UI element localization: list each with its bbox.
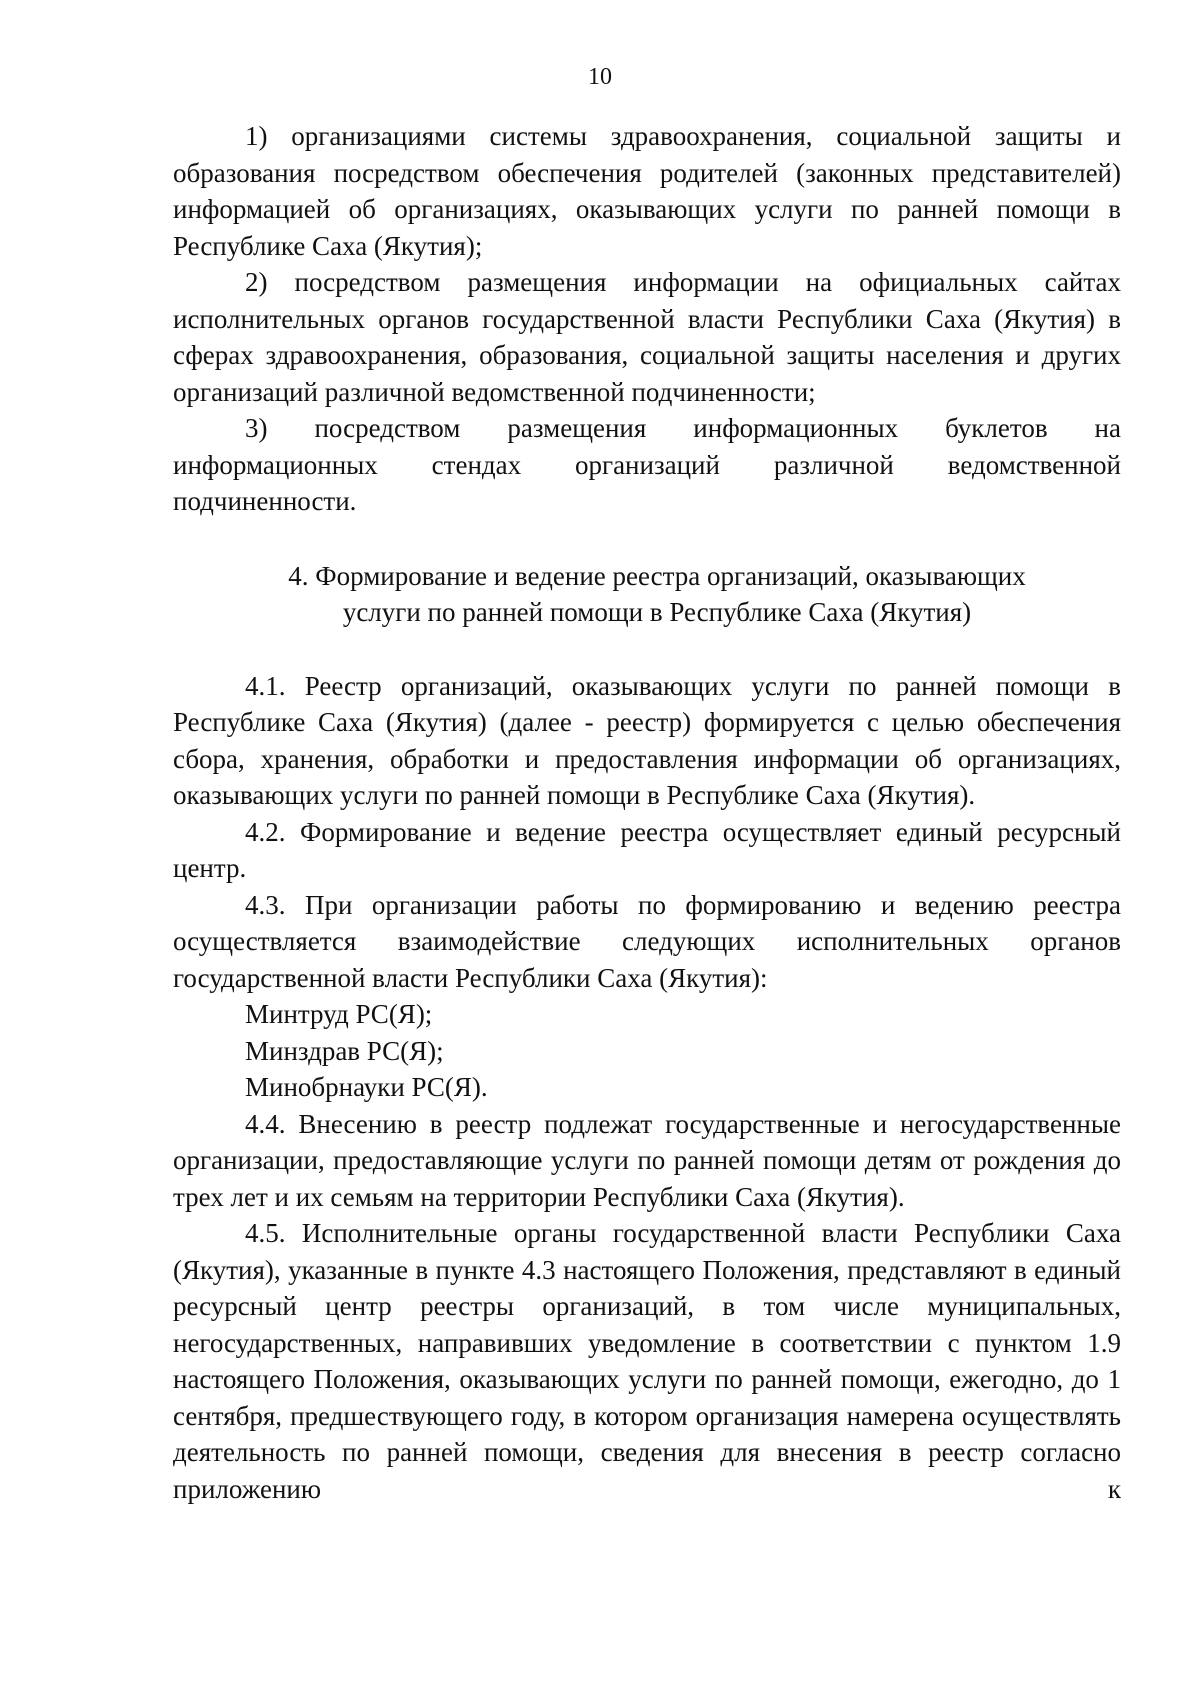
- section-heading-line-2: услуги по ранней помощи в Республике Саха (Якутия): [342, 597, 972, 627]
- list-item-mintrud: Минтруд РС(Я);: [245, 999, 433, 1029]
- section-heading: [173, 558, 1121, 631]
- document-body: [173, 118, 1121, 1507]
- paragraph-4-4: 4.4. Внесению в реестр подлежат государственные и негосударственные организации, предоставляющие услуги по ранней помощи детям от рождения до трех лет и их семьям на территории Республики Саха (Якутия).: [173, 1108, 1121, 1212]
- list-item-minzdrav: Минздрав РС(Я);: [245, 1035, 444, 1066]
- paragraph-item-1: 1) организациями системы здравоохранения, социальной защиты и образования посредством обеспечения родителей (законных представителей) информацией об организациях, оказывающих услуги по ранней помощи в Республике Саха (Якутия);: [173, 121, 1121, 261]
- paragraph-4-5: 4.5. Исполнительные органы государственной власти Республики Саха (Якутия), указанные в пункте 4.3 настоящего Положения, представляют в единый ресурсный центр реестры организаций, в том числе муниципальных, негосударственных, направивших уведомление в соответствии с пунктом 1.9 настоящего Положения, оказывающих услуги по ранней помощи, ежегодно, до 1 сентября, предшествующего году, в котором организация намерена осуществлять деятельность по ранней помощи, сведения для внесения в реестр согласно приложению к: [173, 1218, 1121, 1504]
- paragraph-4-1: 4.1. Реестр организаций, оказывающих услуги по ранней помощи в Республике Саха (Якутия) (далее - реестр) формируется с целью обеспечения сбора, хранения, обработки и предоставления информации об организациях, оказывающих услуги по ранней помощи в Республике Саха (Якутия).: [173, 670, 1121, 810]
- section-heading-line-1: 4. Формирование и ведение реестра организаций, оказывающих: [288, 560, 1026, 591]
- list-item-minobrnauki: Минобрнауки РС(Я).: [245, 1072, 488, 1102]
- paragraph-4-3: 4.3. При организации работы по формированию и ведению реестра осуществляется взаимодействие следующих исполнительных органов государственной власти Республики Саха (Якутия):: [173, 889, 1121, 993]
- paragraph-item-3: 3) посредством размещения информационных буклетов на информационных стендах организаций различной ведомственной подчиненности.: [173, 413, 1121, 516]
- page-number: 10: [588, 64, 612, 90]
- paragraph-4-2: 4.2. Формирование и ведение реестра осуществляет единый ресурсный центр.: [173, 816, 1121, 883]
- paragraph-item-2: 2) посредством размещения информации на официальных сайтах исполнительных органов государственной власти Республики Саха (Якутия) в сферах здравоохранения, образования, социальной защиты населения и других организаций различной ведомственной подчиненности;: [173, 267, 1121, 407]
